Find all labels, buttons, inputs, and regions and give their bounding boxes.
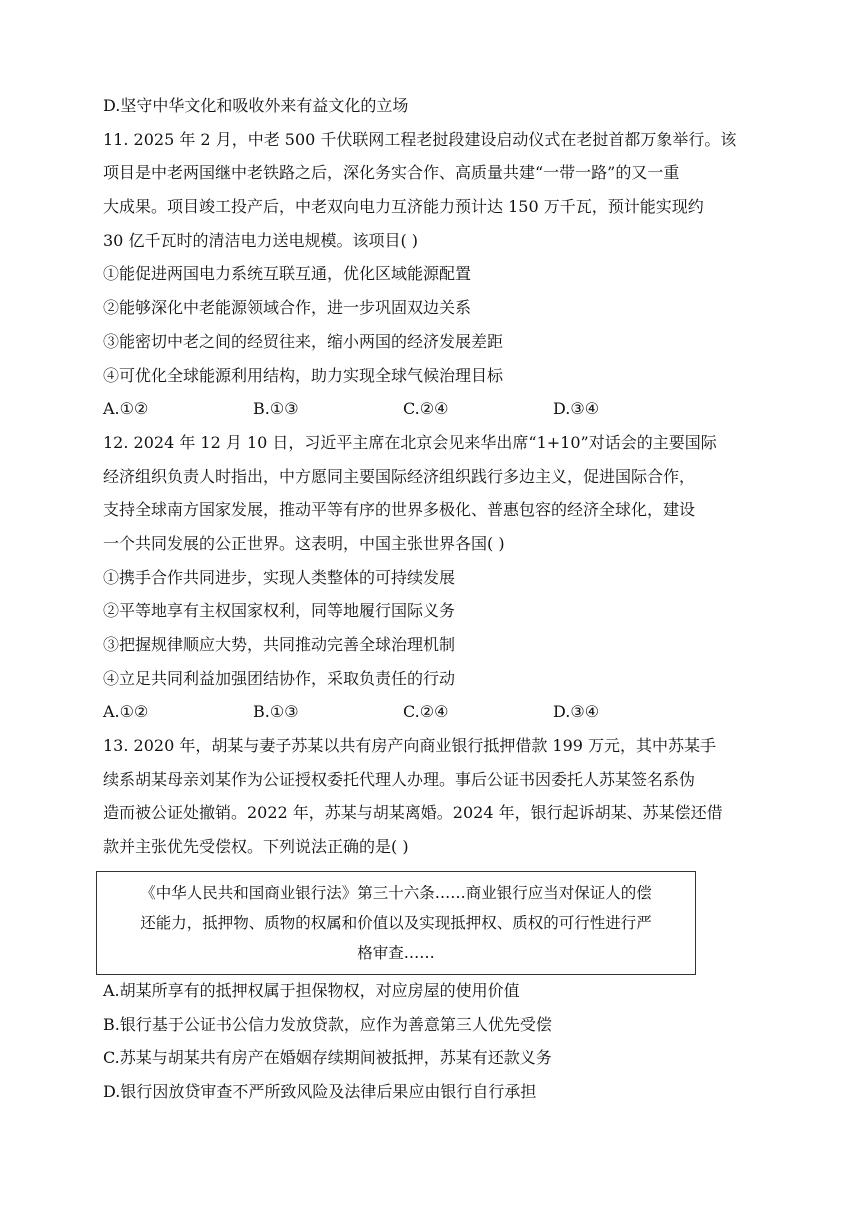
question-13	[103, 736, 763, 1102]
q12-choice-a: A.①②	[103, 702, 149, 722]
q12-statement: ③把握规律顺应大势，共同推动完善全球治理机制	[103, 635, 456, 654]
q13-stem-line: 款并主张优先受偿权。下列说法正确的是( )	[103, 837, 409, 857]
law-excerpt-line: 格审查……	[357, 943, 435, 962]
option-d-previous: D.坚守中华文化和吸收外来有益文化的立场	[103, 96, 409, 115]
q12-stem-line: 一个共同发展的公正世界。这表明，中国主张世界各国( )	[103, 533, 505, 553]
q13-option-c: C.苏某与胡某共有房产在婚姻存续期间被抵押，苏某有还款义务	[103, 1048, 552, 1068]
q12-choice-b: B.①③	[253, 702, 299, 722]
q11-statement: ②能够深化中老能源领域合作，进一步巩固双边关系	[103, 298, 472, 318]
q12-choice-d: D.③④	[553, 702, 600, 722]
q11-statement: ④可优化全球能源利用结构，助力实现全球气候治理目标	[103, 365, 504, 385]
q11-choice-d: D.③④	[553, 399, 600, 419]
q12-choice-c: C.②④	[403, 702, 449, 722]
q12-statement: ②平等地享有主权国家权利，同等地履行国际义务	[103, 601, 456, 621]
law-excerpt-line: 《中华人民共和国商业银行法》第三十六条……商业银行应当对保证人的偿	[140, 883, 652, 902]
q12-stem-line: 12. 2024 年 12 月 10 日，习近平主席在北京会见来华出席“1+10”对话会的主要国际	[103, 432, 717, 452]
q11-stem-line: 项目是中老两国继中老铁路之后，深化务实合作、高质量共建“一带一路”的又一重	[103, 163, 680, 183]
exam-page	[103, 96, 763, 1116]
question-11	[103, 130, 763, 420]
q11-stem-line: 30 亿千瓦时的清洁电力送电规模。该项目( )	[103, 230, 419, 250]
question-12	[103, 433, 763, 723]
q12-stem-line: 经济组织负责人时指出，中方愿同主要国际经济组织践行多边主义，促进国际合作，	[103, 466, 696, 486]
q11-statement: ①能促进两国电力系统互联互通，优化区域能源配置	[103, 264, 472, 284]
q12-statement: ④立足共同利益加强团结协作，采取负责任的行动	[103, 668, 456, 688]
q11-choices	[103, 399, 763, 419]
law-excerpt-box	[96, 871, 696, 975]
q13-stem-line: 造而被公证处撤销。2022 年，苏某与胡某离婚。2024 年，银行起诉胡某、苏某偿还借	[103, 803, 723, 823]
q13-stem-line: 续系胡某母亲刘某作为公证授权委托代理人办理。事后公证书因委托人苏某签名系伪	[103, 769, 696, 789]
q11-choice-b: B.①③	[253, 399, 299, 419]
law-excerpt-line: 还能力，抵押物、质物的权属和价值以及实现抵押权、质权的可行性进行严	[140, 913, 652, 932]
q11-choice-a: A.①②	[103, 399, 149, 419]
q11-stem-line: 11. 2025 年 2 月，中老 500 千伏联网工程老挝段建设启动仪式在老挝首都万象举行。该	[103, 129, 737, 149]
q13-option-b: B.银行基于公证书公信力发放贷款，应作为善意第三人优先受偿	[103, 1014, 552, 1034]
q13-option-a: A.胡某所享有的抵押权属于担保物权，对应房屋的使用价值	[103, 980, 520, 1000]
q12-stem-line: 支持全球南方国家发展，推动平等有序的世界多极化、普惠包容的经济全球化，建设	[103, 500, 696, 520]
q13-stem-line: 13. 2020 年，胡某与妻子苏某以共有房产向商业银行抵押借款 199 万元，其中苏某手	[103, 736, 717, 756]
q11-statement: ③能密切中老之间的经贸往来，缩小两国的经济发展差距	[103, 331, 504, 351]
q11-choice-c: C.②④	[403, 399, 449, 419]
q13-option-d: D.银行因放贷审查不严所致风险及法律后果应由银行自行承担	[103, 1081, 537, 1101]
q11-stem-line: 大成果。项目竣工投产后，中老双向电力互济能力预计达 150 万千瓦，预计能实现约	[103, 197, 704, 217]
q12-statement: ①携手合作共同进步，实现人类整体的可持续发展	[103, 567, 456, 587]
q12-choices	[103, 702, 763, 722]
